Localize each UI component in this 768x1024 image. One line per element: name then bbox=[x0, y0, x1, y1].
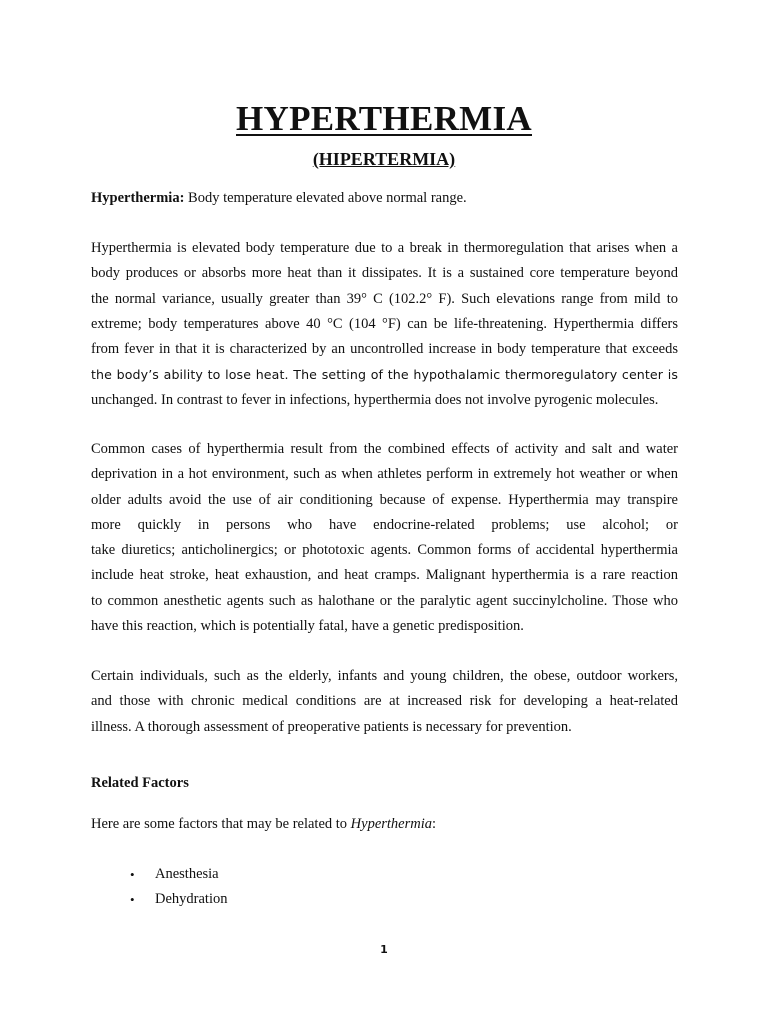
list-item-label: Dehydration bbox=[155, 891, 228, 907]
paragraph-line: unchanged. In contrast to fever in infections, hyperthermia does not involve pyrogenic molecules. bbox=[91, 391, 659, 408]
paragraph-line: from fever in that it is characterized by an uncontrolled increase in body temperature that exceeds bbox=[91, 341, 678, 358]
intro-term: Hyperthermia bbox=[350, 816, 433, 832]
related-factors-heading: Related Factors bbox=[91, 775, 189, 791]
bullet-icon: • bbox=[130, 892, 135, 907]
related-factors-intro bbox=[91, 812, 436, 837]
paragraph-definition-detail bbox=[91, 236, 678, 413]
paragraph-line: and those with chronic medical conditions are at increased risk for developing a heat-related bbox=[91, 693, 678, 710]
paragraph-line: the normal variance, usually greater than 39° C (102.2° F). Such elevations range from mild to bbox=[91, 290, 678, 307]
paragraph-line: body produces or absorbs more heat than it dissipates. It is a sustained core temperature beyond bbox=[91, 265, 678, 282]
definition-term: Hyperthermia: bbox=[91, 190, 185, 206]
paragraph-line: deprivation in a hot environment, such as when athletes perform in extremely hot weather or when bbox=[91, 466, 678, 483]
paragraph-line: take diuretics; anticholinergics; or phototoxic agents. Common forms of accidental hyperthermia bbox=[91, 542, 678, 559]
paragraph-line: include heat stroke, heat exhaustion, and heat cramps. Malignant hyperthermia is a rare reaction bbox=[91, 567, 678, 584]
page-number: 1 bbox=[380, 943, 388, 956]
paragraph-line: older adults avoid the use of air conditioning because of expense. Hyperthermia may transpire bbox=[91, 491, 678, 508]
page-title: HYPERTHERMIA bbox=[236, 99, 532, 138]
paragraph-line: Hyperthermia is elevated body temperature due to a break in thermoregulation that arises when a bbox=[91, 240, 678, 256]
paragraph-line: have this reaction, which is potentially fatal, have a genetic predisposition. bbox=[91, 618, 524, 635]
paragraph-line: extreme; body temperatures above 40 °C (104 °F) can be life-threatening. Hyperthermia differs bbox=[91, 315, 678, 332]
intro-suffix: : bbox=[432, 816, 437, 832]
page-subtitle: (HIPERTERMIA) bbox=[312, 149, 456, 169]
paragraph-line: the body’s ability to lose heat. The setting of the hypothalamic thermoregulatory center is bbox=[91, 367, 678, 383]
paragraph-line: Certain individuals, such as the elderly, infants and young children, the obese, outdoor workers, bbox=[91, 668, 678, 684]
paragraph-line: to common anesthetic agents such as halothane or the paralytic agent succinylcholine. Those who bbox=[91, 592, 678, 609]
bullet-icon: • bbox=[130, 867, 135, 882]
paragraph-common-cases bbox=[91, 437, 678, 639]
definition-text: Body temperature elevated above normal range. bbox=[184, 190, 467, 206]
list-item bbox=[130, 862, 227, 887]
list-item bbox=[130, 887, 227, 912]
list-item-label: Anesthesia bbox=[155, 866, 219, 882]
intro-prefix: Here are some factors that may be related to bbox=[91, 816, 351, 832]
related-factors-list bbox=[130, 862, 227, 912]
paragraph-line: illness. A thorough assessment of preoperative patients is necessary for prevention. bbox=[91, 718, 572, 735]
paragraph-risk-groups bbox=[91, 664, 678, 740]
paragraph-line: Common cases of hyperthermia result from the combined effects of activity and salt and water bbox=[91, 441, 678, 457]
paragraph-line: more quickly in persons who have endocrine-related problems; use alcohol; or bbox=[91, 516, 678, 533]
definition-line bbox=[91, 186, 678, 211]
